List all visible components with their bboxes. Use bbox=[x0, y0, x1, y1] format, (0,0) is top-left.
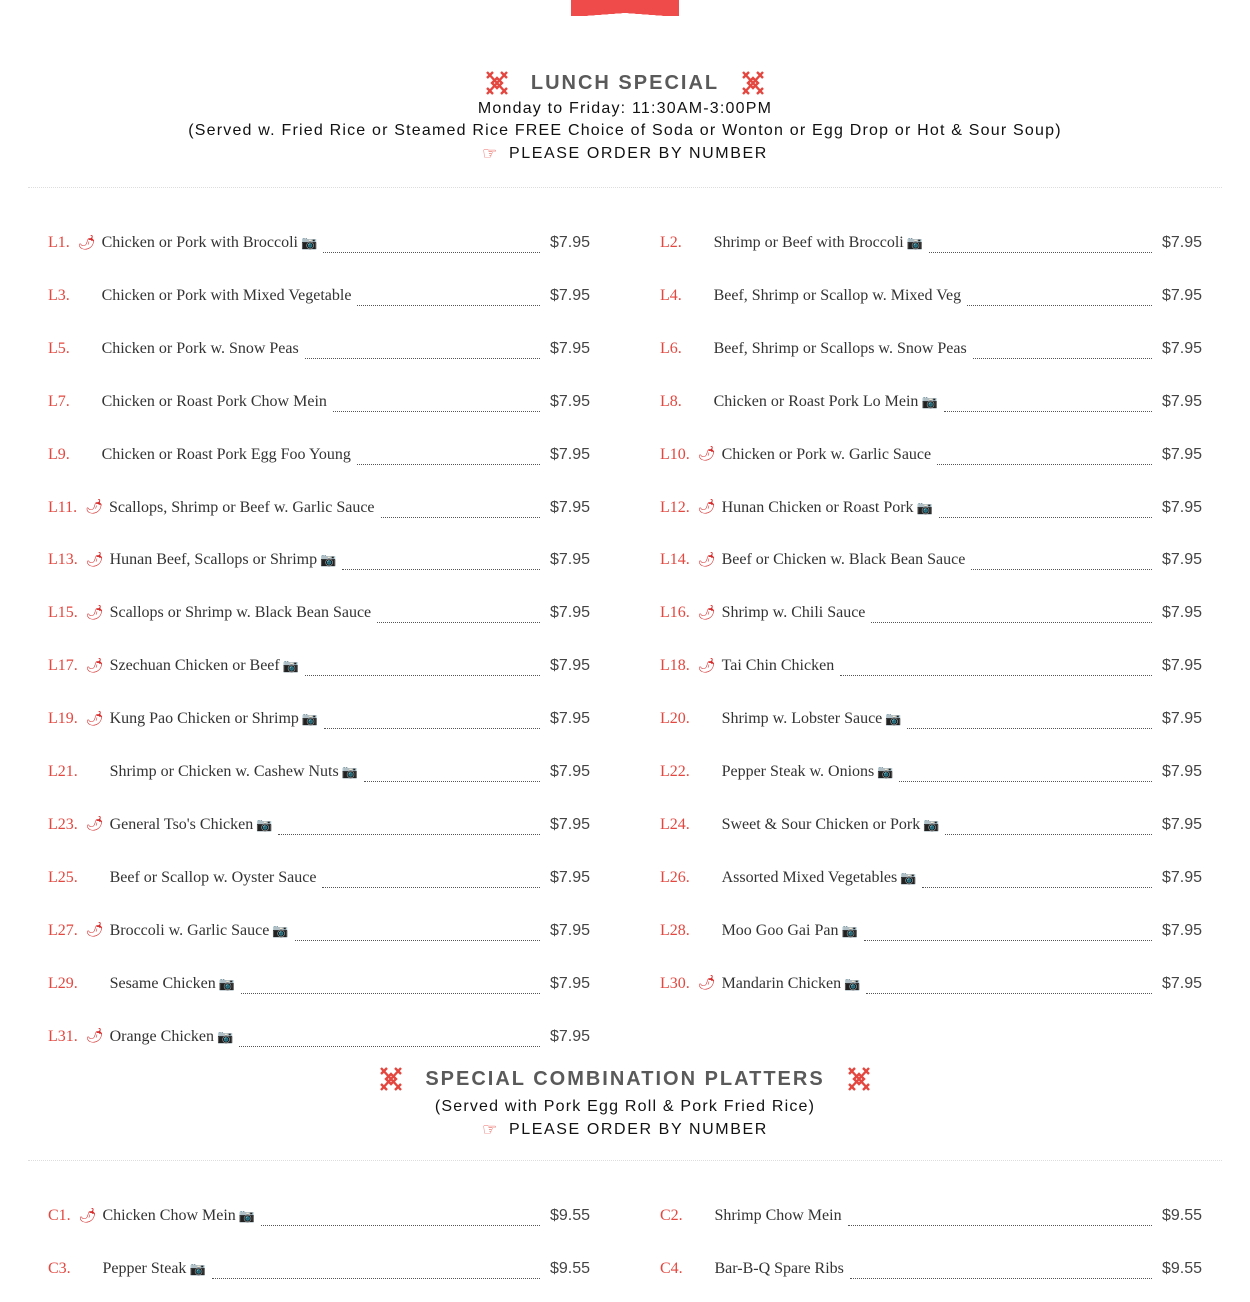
item-name: Chicken or Roast Pork Lo Mein bbox=[713, 392, 919, 410]
chili-pepper-icon: 🌶 bbox=[697, 447, 716, 463]
camera-icon[interactable]: 📷 bbox=[916, 499, 933, 515]
order-note-text: PLEASE ORDER BY NUMBER bbox=[508, 145, 768, 162]
dotted-leader bbox=[323, 251, 540, 253]
item-name: Sweet & Sour Chicken or Pork bbox=[721, 815, 921, 833]
dotted-leader bbox=[305, 357, 540, 359]
menu-item[interactable] bbox=[48, 866, 590, 890]
dotted-leader bbox=[937, 463, 1152, 465]
item-number: L17. bbox=[48, 657, 78, 675]
item-name: Orange Chicken bbox=[109, 1027, 214, 1045]
item-price: $7.95 bbox=[549, 498, 590, 516]
item-name: Beef or Chicken w. Black Bean Sauce bbox=[721, 551, 966, 569]
dotted-leader bbox=[973, 357, 1152, 359]
item-price: $9.55 bbox=[1161, 1260, 1202, 1277]
pointing-hand-icon: ☞ bbox=[482, 1120, 499, 1139]
chili-pepper-icon: 🌶 bbox=[697, 605, 716, 621]
menu-item[interactable] bbox=[48, 1204, 590, 1228]
dotted-leader bbox=[944, 410, 1152, 412]
dotted-leader bbox=[305, 674, 540, 676]
menu-item[interactable] bbox=[48, 1025, 590, 1049]
item-name: Hunan Chicken or Roast Pork bbox=[721, 498, 914, 516]
item-number: L3. bbox=[48, 286, 70, 304]
dotted-leader bbox=[866, 992, 1152, 994]
item-price: $7.95 bbox=[549, 868, 590, 886]
menu-item[interactable] bbox=[48, 443, 590, 467]
item-name: Moo Goo Gai Pan bbox=[721, 921, 839, 939]
dotted-leader bbox=[971, 568, 1152, 570]
item-price: $7.95 bbox=[1161, 498, 1202, 516]
item-number: L15. bbox=[48, 604, 78, 622]
chinese-knot-icon bbox=[379, 1066, 403, 1092]
chili-pepper-icon: 🌶 bbox=[85, 658, 104, 674]
item-name: Hunan Beef, Scallops or Shrimp bbox=[109, 551, 318, 569]
item-name: Bar-B-Q Spare Ribs bbox=[714, 1260, 844, 1277]
lunch-special-header bbox=[0, 70, 1250, 164]
item-name: Chicken or Roast Pork Chow Mein bbox=[101, 392, 327, 410]
item-number: L1. bbox=[48, 234, 70, 251]
dotted-leader bbox=[899, 780, 1151, 782]
item-price: $7.95 bbox=[1161, 392, 1202, 410]
chili-pepper-icon: 🌶 bbox=[85, 711, 104, 727]
item-price: $7.95 bbox=[549, 815, 590, 833]
dotted-leader bbox=[939, 516, 1152, 518]
menu-item[interactable] bbox=[48, 601, 590, 625]
item-number: L6. bbox=[660, 339, 682, 357]
item-number: L4. bbox=[660, 286, 682, 304]
item-name: Beef or Scallop w. Oyster Sauce bbox=[109, 868, 317, 886]
lunch-special-title: LUNCH SPECIAL bbox=[530, 71, 720, 94]
camera-icon[interactable]: 📷 bbox=[906, 235, 923, 250]
item-number: L13. bbox=[48, 551, 78, 569]
item-name: Kung Pao Chicken or Shrimp bbox=[109, 710, 299, 728]
menu-item[interactable] bbox=[48, 707, 590, 731]
menu-item[interactable] bbox=[660, 390, 1202, 414]
dotted-leader bbox=[239, 1045, 540, 1047]
item-name: Chicken or Pork w. Snow Peas bbox=[101, 339, 299, 357]
menu-item[interactable] bbox=[48, 972, 590, 996]
menu-item[interactable] bbox=[660, 443, 1202, 467]
dotted-leader bbox=[212, 1277, 540, 1279]
camera-icon[interactable]: 📷 bbox=[218, 975, 235, 991]
camera-icon[interactable]: 📷 bbox=[923, 816, 940, 832]
camera-icon[interactable]: 📷 bbox=[272, 922, 289, 938]
chinese-knot-icon bbox=[485, 70, 509, 96]
item-price: $7.95 bbox=[549, 286, 590, 304]
item-number: L21. bbox=[48, 763, 78, 780]
camera-icon[interactable]: 📷 bbox=[238, 1208, 255, 1223]
chili-pepper-icon: 🌶 bbox=[85, 552, 104, 568]
order-note bbox=[0, 1120, 1250, 1140]
item-price: $7.95 bbox=[549, 1027, 590, 1045]
dotted-leader bbox=[907, 727, 1151, 729]
item-name: Shrimp or Chicken w. Cashew Nuts bbox=[109, 763, 339, 780]
dotted-leader bbox=[261, 1224, 540, 1226]
dotted-leader bbox=[278, 833, 540, 835]
item-name: Szechuan Chicken or Beef bbox=[109, 657, 280, 675]
item-price: $7.95 bbox=[549, 710, 590, 728]
camera-icon[interactable]: 📷 bbox=[301, 711, 319, 727]
dotted-leader bbox=[357, 304, 540, 306]
item-number: L8. bbox=[660, 392, 682, 410]
chili-pepper-icon: 🌶 bbox=[697, 658, 716, 674]
dotted-leader bbox=[945, 833, 1152, 835]
item-name: Pepper Steak w. Onions bbox=[721, 763, 875, 780]
item-name: Shrimp or Beef with Broccoli bbox=[713, 234, 904, 251]
item-number: L20. bbox=[660, 710, 690, 728]
item-number: L26. bbox=[660, 868, 690, 886]
item-name: Chicken Chow Mein bbox=[102, 1207, 236, 1224]
camera-icon[interactable]: 📷 bbox=[877, 764, 894, 779]
dotted-leader bbox=[241, 992, 540, 994]
item-number: L10. bbox=[660, 445, 690, 463]
menu-item[interactable] bbox=[660, 919, 1202, 943]
item-number: L18. bbox=[660, 657, 690, 675]
item-number: L29. bbox=[48, 974, 78, 992]
menu-item[interactable] bbox=[660, 972, 1202, 996]
item-number: L31. bbox=[48, 1027, 78, 1045]
item-name: Scallops, Shrimp or Beef w. Garlic Sauce bbox=[108, 498, 375, 516]
divider bbox=[28, 1160, 1222, 1161]
dotted-leader bbox=[967, 304, 1152, 306]
item-price: $7.95 bbox=[1161, 710, 1202, 728]
item-number: L14. bbox=[660, 551, 690, 569]
item-name: Broccoli w. Garlic Sauce bbox=[109, 921, 270, 939]
item-number: L22. bbox=[660, 763, 690, 780]
item-price: $7.95 bbox=[549, 551, 590, 569]
lunch-hours: Monday to Friday: 11:30AM-3:00PM bbox=[477, 100, 773, 117]
menu-item[interactable] bbox=[660, 866, 1202, 890]
camera-icon[interactable]: 📷 bbox=[216, 1028, 234, 1044]
menu-item[interactable] bbox=[660, 601, 1202, 625]
item-number: L7. bbox=[48, 392, 70, 410]
chili-pepper-icon: 🌶 bbox=[697, 976, 716, 992]
item-name: Shrimp Chow Mein bbox=[714, 1207, 842, 1224]
item-name: Chicken or Pork w. Garlic Sauce bbox=[721, 445, 932, 463]
item-number: L12. bbox=[660, 498, 690, 516]
item-name: Chicken or Roast Pork Egg Foo Young bbox=[101, 445, 351, 463]
dotted-leader bbox=[864, 939, 1152, 941]
item-name: Sesame Chicken bbox=[109, 974, 216, 992]
item-number: L28. bbox=[660, 921, 690, 939]
camera-icon[interactable]: 📷 bbox=[900, 869, 917, 885]
chinese-knot-icon bbox=[847, 1066, 871, 1092]
item-price: $7.95 bbox=[549, 234, 590, 251]
item-price: $7.95 bbox=[1161, 868, 1202, 886]
dotted-leader bbox=[333, 410, 540, 412]
menu-item[interactable] bbox=[48, 284, 590, 308]
menu-item[interactable] bbox=[48, 390, 590, 414]
item-number: L25. bbox=[48, 868, 78, 886]
menu-item[interactable] bbox=[660, 231, 1202, 255]
menu-item[interactable] bbox=[48, 231, 590, 255]
item-name: Beef, Shrimp or Scallop w. Mixed Veg bbox=[713, 286, 962, 304]
menu-item[interactable] bbox=[660, 548, 1202, 572]
dotted-leader bbox=[871, 621, 1152, 623]
camera-icon[interactable]: 📷 bbox=[256, 816, 273, 832]
item-number: C1. bbox=[48, 1207, 71, 1224]
item-price: $7.95 bbox=[1161, 234, 1202, 251]
item-name: Scallops or Shrimp w. Black Bean Sauce bbox=[109, 604, 372, 622]
chili-pepper-icon: 🌶 bbox=[85, 605, 104, 621]
item-name: Chicken or Pork with Mixed Vegetable bbox=[101, 286, 352, 304]
item-name: Pepper Steak bbox=[102, 1260, 187, 1277]
menu-item[interactable] bbox=[660, 654, 1202, 678]
camera-icon[interactable]: 📷 bbox=[282, 658, 299, 674]
item-number: L23. bbox=[48, 815, 78, 833]
chili-pepper-icon: 🌶 bbox=[85, 817, 104, 833]
item-price: $7.95 bbox=[1161, 921, 1202, 939]
item-price: $7.95 bbox=[1161, 974, 1202, 992]
order-note-text: PLEASE ORDER BY NUMBER bbox=[508, 1121, 768, 1138]
combo-header bbox=[0, 1066, 1250, 1140]
item-name: Shrimp w. Lobster Sauce bbox=[721, 710, 883, 728]
menu-item[interactable] bbox=[660, 337, 1202, 361]
item-name: Beef, Shrimp or Scallops w. Snow Peas bbox=[713, 339, 967, 357]
item-price: $7.95 bbox=[549, 921, 590, 939]
item-number: L30. bbox=[660, 974, 690, 992]
item-price: $7.95 bbox=[1161, 815, 1202, 833]
item-number: C3. bbox=[48, 1260, 71, 1277]
dotted-leader bbox=[322, 886, 539, 888]
item-name: Chicken or Pork with Broccoli bbox=[101, 234, 298, 251]
menu-item[interactable] bbox=[48, 548, 590, 572]
item-price: $9.55 bbox=[549, 1207, 590, 1224]
dotted-leader bbox=[364, 780, 540, 782]
dotted-leader bbox=[840, 674, 1152, 676]
item-price: $7.95 bbox=[549, 604, 590, 622]
item-price: $7.95 bbox=[549, 657, 590, 675]
divider bbox=[28, 187, 1222, 188]
menu-item[interactable] bbox=[48, 760, 590, 784]
dotted-leader bbox=[848, 1224, 1152, 1226]
combo-served-note: (Served with Pork Egg Roll & Pork Fried Rice) bbox=[434, 1098, 816, 1115]
item-price: $9.55 bbox=[1161, 1207, 1202, 1224]
item-price: $7.95 bbox=[1161, 604, 1202, 622]
item-price: $7.95 bbox=[549, 392, 590, 410]
menu-item[interactable] bbox=[660, 496, 1202, 520]
item-number: L19. bbox=[48, 710, 78, 728]
menu-item[interactable] bbox=[660, 760, 1202, 784]
item-name: General Tso's Chicken bbox=[109, 815, 254, 833]
chili-pepper-icon: 🌶 bbox=[697, 500, 716, 515]
chili-pepper-icon: 🌶 bbox=[77, 235, 96, 251]
item-number: L11. bbox=[48, 498, 78, 516]
top-tab-decoration bbox=[571, 0, 679, 16]
item-name: Mandarin Chicken bbox=[721, 974, 842, 992]
dotted-leader bbox=[295, 939, 540, 941]
item-price: $7.95 bbox=[1161, 445, 1202, 463]
item-number: L5. bbox=[48, 339, 70, 357]
item-price: $7.95 bbox=[1161, 339, 1202, 357]
camera-icon[interactable]: 📷 bbox=[320, 552, 337, 568]
camera-icon[interactable]: 📷 bbox=[844, 975, 861, 991]
menu-item[interactable] bbox=[48, 654, 590, 678]
lunch-served-note: (Served w. Fried Rice or Steamed Rice FREE Choice of Soda or Wonton or Egg Drop or Hot & Sour Soup) bbox=[188, 122, 1062, 139]
menu-item[interactable] bbox=[48, 919, 590, 943]
item-name: Assorted Mixed Vegetables bbox=[721, 868, 898, 886]
dotted-leader bbox=[850, 1277, 1152, 1279]
item-price: $7.95 bbox=[1161, 763, 1202, 780]
camera-icon[interactable]: 📷 bbox=[189, 1261, 206, 1276]
item-price: $7.95 bbox=[1161, 551, 1202, 569]
item-price: $7.95 bbox=[1161, 286, 1202, 304]
menu-item[interactable] bbox=[660, 284, 1202, 308]
dotted-leader bbox=[922, 886, 1152, 888]
menu-item[interactable] bbox=[660, 1204, 1202, 1228]
camera-icon[interactable]: 📷 bbox=[921, 393, 938, 409]
dotted-leader bbox=[324, 727, 540, 729]
item-number: C2. bbox=[660, 1207, 683, 1224]
combo-title: SPECIAL COMBINATION PLATTERS bbox=[425, 1067, 825, 1090]
menu-item[interactable] bbox=[660, 813, 1202, 837]
item-price: $7.95 bbox=[549, 445, 590, 463]
dotted-leader bbox=[342, 568, 540, 570]
item-price: $7.95 bbox=[549, 339, 590, 357]
item-number: L9. bbox=[48, 445, 70, 463]
item-number: L2. bbox=[660, 234, 682, 251]
menu-item[interactable] bbox=[660, 1257, 1202, 1281]
chinese-knot-icon bbox=[741, 70, 765, 96]
item-price: $7.95 bbox=[549, 974, 590, 992]
item-price: $7.95 bbox=[549, 763, 590, 780]
menu-item[interactable] bbox=[48, 813, 590, 837]
menu-item[interactable] bbox=[48, 337, 590, 361]
menu-item[interactable] bbox=[48, 496, 590, 520]
item-price: $7.95 bbox=[1161, 657, 1202, 675]
item-number: L24. bbox=[660, 815, 690, 833]
camera-icon[interactable]: 📷 bbox=[841, 922, 858, 938]
menu-item[interactable] bbox=[48, 1257, 590, 1281]
pointing-hand-icon: ☞ bbox=[482, 144, 499, 163]
camera-icon[interactable]: 📷 bbox=[300, 235, 318, 250]
dotted-leader bbox=[377, 621, 540, 623]
menu-item[interactable] bbox=[660, 707, 1202, 731]
dotted-leader bbox=[381, 516, 540, 518]
dotted-leader bbox=[929, 251, 1152, 253]
item-name: Tai Chin Chicken bbox=[721, 657, 835, 675]
dotted-leader bbox=[357, 463, 540, 465]
chili-pepper-icon: 🌶 bbox=[85, 500, 103, 515]
item-name: Shrimp w. Chili Sauce bbox=[721, 604, 866, 622]
item-number: C4. bbox=[660, 1260, 683, 1277]
chili-pepper-icon: 🌶 bbox=[85, 1029, 104, 1044]
item-number: L16. bbox=[660, 604, 690, 622]
camera-icon[interactable]: 📷 bbox=[341, 764, 358, 779]
chili-pepper-icon: 🌶 bbox=[697, 552, 716, 568]
chili-pepper-icon: 🌶 bbox=[78, 1208, 97, 1224]
order-note bbox=[0, 144, 1250, 164]
item-price: $9.55 bbox=[549, 1260, 590, 1277]
camera-icon[interactable]: 📷 bbox=[885, 711, 902, 727]
item-number: L27. bbox=[48, 921, 78, 939]
chili-pepper-icon: 🌶 bbox=[85, 923, 104, 939]
